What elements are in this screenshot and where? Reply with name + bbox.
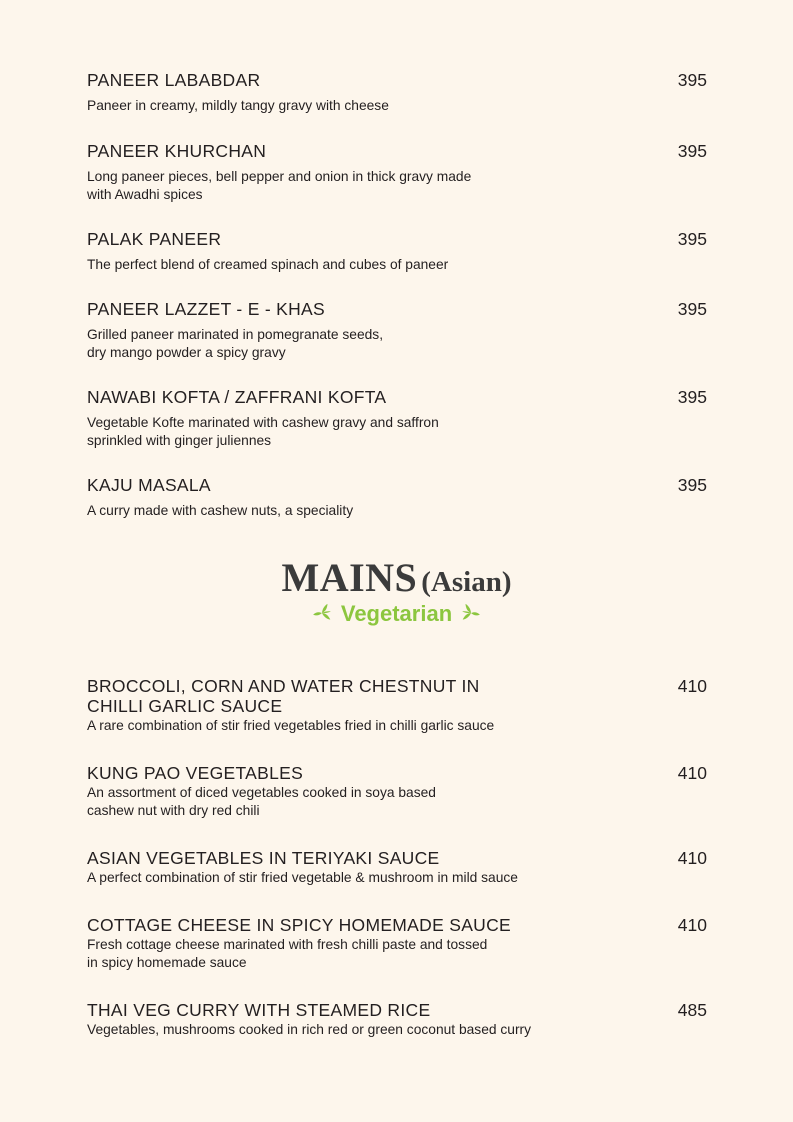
item-price: 410 <box>677 676 707 696</box>
item-price: 410 <box>677 848 707 868</box>
section-title <box>0 554 793 601</box>
leaf-icon <box>460 602 482 624</box>
section-subtitle-text: Vegetarian <box>340 601 453 626</box>
item-description: A perfect combination of stir fried vegetable & mushroom in mild sauce <box>87 870 518 885</box>
item-price: 395 <box>677 70 707 90</box>
leaf-icon <box>311 602 333 624</box>
item-price: 410 <box>677 915 707 935</box>
item-price: 395 <box>677 299 707 319</box>
section-title-sub: (Asian) <box>421 566 512 598</box>
item-price: 395 <box>677 229 707 249</box>
item-price: 395 <box>677 141 707 161</box>
item-name: PALAK PANEER <box>87 229 222 249</box>
item-description: An assortment of diced vegetables cooked in soya based cashew nut with dry red chili <box>87 785 436 818</box>
item-description: The perfect blend of creamed spinach and cubes of paneer <box>87 257 449 272</box>
item-description: Vegetables, mushrooms cooked in rich red or green coconut based curry <box>87 1022 532 1037</box>
item-price: 395 <box>677 475 707 495</box>
item-description: Vegetable Kofte marinated with cashew gravy and saffron sprinkled with ginger juliennes <box>87 415 439 448</box>
item-description: Paneer in creamy, mildly tangy gravy with cheese <box>87 98 389 113</box>
item-description: Fresh cottage cheese marinated with fresh chilli paste and tossed in spicy homemade sauce <box>87 937 488 970</box>
item-description: A curry made with cashew nuts, a speciality <box>87 503 354 518</box>
item-name: ASIAN VEGETABLES IN TERIYAKI SAUCE <box>87 848 440 868</box>
item-price: 485 <box>677 1000 707 1020</box>
section-subtitle <box>0 601 793 627</box>
item-name: BROCCOLI, CORN AND WATER CHESTNUT IN CHILLI GARLIC SAUCE <box>87 676 480 716</box>
item-name: KUNG PAO VEGETABLES <box>87 763 304 783</box>
item-name: PANEER KHURCHAN <box>87 141 267 161</box>
item-name: NAWABI KOFTA / ZAFFRANI KOFTA <box>87 387 387 407</box>
item-description: A rare combination of stir fried vegetables fried in chilli garlic sauce <box>87 718 495 733</box>
item-name: KAJU MASALA <box>87 475 211 495</box>
item-name: PANEER LABABDAR <box>87 70 261 90</box>
section-title-main: MAINS <box>281 555 418 600</box>
item-name: COTTAGE CHEESE IN SPICY HOMEMADE SAUCE <box>87 915 512 935</box>
item-description: Long paneer pieces, bell pepper and onion in thick gravy made with Awadhi spices <box>87 169 472 202</box>
item-name: PANEER LAZZET - E - KHAS <box>87 299 325 319</box>
item-description: Grilled paneer marinated in pomegranate seeds, dry mango powder a spicy gravy <box>87 327 384 360</box>
item-price: 395 <box>677 387 707 407</box>
item-name: THAI VEG CURRY WITH STEAMED RICE <box>87 1000 431 1020</box>
item-price: 410 <box>677 763 707 783</box>
